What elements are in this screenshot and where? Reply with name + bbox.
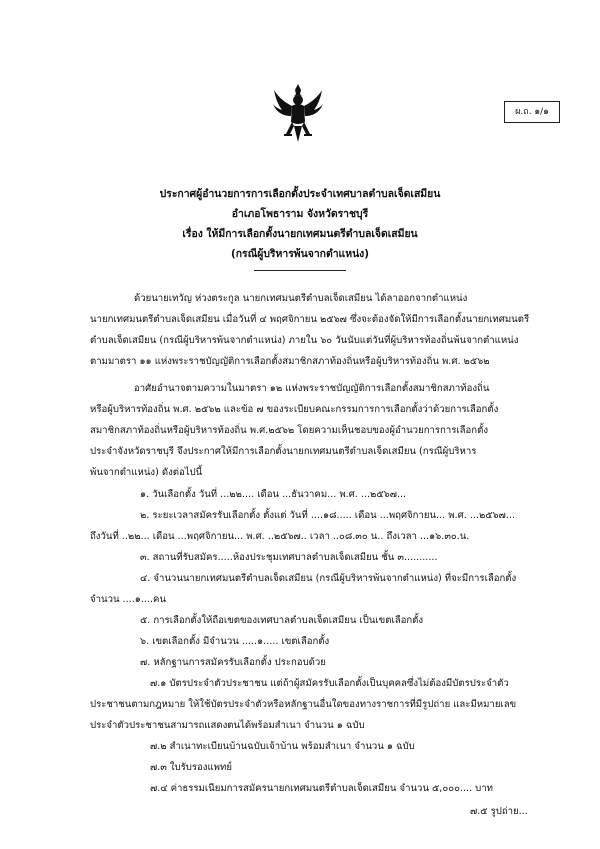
item-application-place: ๓. สถานที่รับสมัคร.....ห้องประชุมเทศบาลตำบลเจ็ดเสมียน ชั้น ๓........... [140, 552, 438, 563]
para2-line: พ้นจากตำแหน่ง) ดังต่อไปนี้ [90, 467, 203, 478]
item-mayor-count-cont: จำนวน ....๑....คน [90, 594, 167, 605]
para1-line: ตามมาตรา ๑๑ แห่งพระราชบัญญัติการเลือกตั้งสมาชิกสภาท้องถิ่นหรือผู้บริหารท้องถิ่น พ.ศ. ๒๕๖๒ [90, 356, 490, 367]
item-evidence-7-1-cont: ประจำตัวประชาชนสามารถแสดงตนได้พร้อมสำเนา จำนวน ๑ ฉบับ [90, 720, 365, 731]
item-evidence-7-2: ๗.๒ สำเนาทะเบียนบ้านฉบับเจ้าบ้าน พร้อมสำเนา จำนวน ๑ ฉบับ [150, 741, 415, 752]
item-evidence: ๗. หลักฐานการสมัครรับเลือกตั้ง ประกอบด้วย [140, 657, 326, 668]
para1-line: ตำบลเจ็ดเสมียน (กรณีผู้บริหารพ้นจากตำแหน่ง) ภายใน ๖๐ วันนับแต่วันที่ผู้บริหารท้องถิ่นพ้นจากตำแหน่ง [90, 335, 519, 346]
para1-line: นายกเทศมนตรีตำบลเจ็ดเสมียน เมื่อวันที่ ๔ พฤศจิกายน ๒๕๖๗ ซึ่งจะต้องจัดให้มีการเลือกตั้งนายกเทศมนตรี [90, 314, 530, 325]
title-line-1: ประกาศผู้อำนวยการการเลือกตั้งประจำเทศบาลตำบลเจ็ดเสมียน [159, 188, 441, 200]
document-number: ผ.ถ. ๑/๑ [504, 101, 560, 123]
para2-line: หรือผู้บริหารท้องถิ่น พ.ศ. ๒๕๖๒ และข้อ ๗ ของระเบียบคณะกรรมการการเลือกตั้งว่าด้วยการเลือกตั้ง [90, 404, 499, 415]
item-election-date: ๑. วันเลือกตั้ง วันที่ ...๒๒.... เดือน ...ธันวาคม... พ.ศ. ...๒๕๖๗... [140, 489, 407, 500]
item-district-count: ๖. เขตเลือกตั้ง มีจำนวน .....๑..... เขตเลือกตั้ง [140, 636, 330, 647]
item-application-period: ๒. ระยะเวลาสมัครรับเลือกตั้ง ตั้งแต่ วันที่ ....๑๘..... เดือน ...พฤศจิกายน... พ.ศ. ...๒๕๖๗... [140, 510, 515, 521]
item-evidence-7-3: ๗.๓ ใบรับรองแพทย์ [150, 762, 232, 773]
item-evidence-7-4: ๗.๔ ค่าธรรมเนียมการสมัครนายกเทศมนตรีตำบลเจ็ดเสมียน จำนวน ๕,๐๐๐.... บาท [150, 783, 493, 794]
title-line-2: อำเภอโพธาราม จังหวัดราชบุรี [231, 208, 369, 220]
item-mayor-count: ๔. จำนวนนายกเทศมนตรีตำบลเจ็ดเสมียน (กรณีผู้บริหารพ้นจากตำแหน่ง) ที่จะมีการเลือกตั้ง [140, 573, 517, 584]
title-line-3: เรื่อง ให้มีการเลือกตั้งนายกเทศมนตรีตำบลเจ็ดเสมียน [182, 228, 418, 240]
item-evidence-7-1: ๗.๑ บัตรประจำตัวประชาชน แต่ถ้าผู้สมัครรับเลือกตั้งเป็นบุคคลซึ่งไม่ต้องมีบัตรประจำตัว [150, 678, 509, 689]
item-evidence-7-5: ๗.๕ รูปถ่าย... [470, 806, 528, 817]
item-electoral-area: ๕. การเลือกตั้งให้ถือเขตของเทศบาลตำบลเจ็ดเสมียน เป็นเขตเลือกตั้ง [140, 615, 424, 626]
para2-line: สมาชิกสภาท้องถิ่นหรือผู้บริหารท้องถิ่น พ.ศ.๒๕๖๒ โดยความเห็นชอบของผู้อำนวยการการเลือกตั้ง [90, 425, 489, 436]
para1-line: ด้วยนายเทวัญ ห่วงตระกูล นายกเทศมนตรีตำบลเจ็ดเสมียน ได้ลาออกจากตำแหน่ง [134, 293, 468, 304]
item-application-period-cont: ถึงวันที่ ..๒๒... เดือน ...พฤศจิกายน... พ.ศ. ..๒๕๖๗.. เวลา ..๐๘.๓๐ น.. ถึงเวลา ...๑๖.๓๐.น. [90, 531, 470, 542]
title-divider [254, 270, 346, 271]
para2-line: อาศัยอำนาจตามความในมาตรา ๑๒ แห่งพระราชบัญญัติการเลือกตั้งสมาชิกสภาท้องถิ่น [134, 383, 490, 394]
item-evidence-7-1-cont: ประชาชนตามกฎหมาย ให้ใช้บัตรประจำตัวหรือหลักฐานอื่นใดของทางราชการที่มีรูปถ่าย และมีหมายเลข [90, 699, 517, 710]
garuda-emblem-icon [272, 82, 324, 144]
para2-line: ประจำจังหวัดราชบุรี จึงประกาศให้มีการเลือกตั้งนายกเทศมนตรีตำบลเจ็ดเสมียน (กรณีผู้บริหาร [90, 446, 477, 457]
title-line-4: (กรณีผู้บริหารพ้นจากตำแหน่ง) [230, 248, 369, 260]
